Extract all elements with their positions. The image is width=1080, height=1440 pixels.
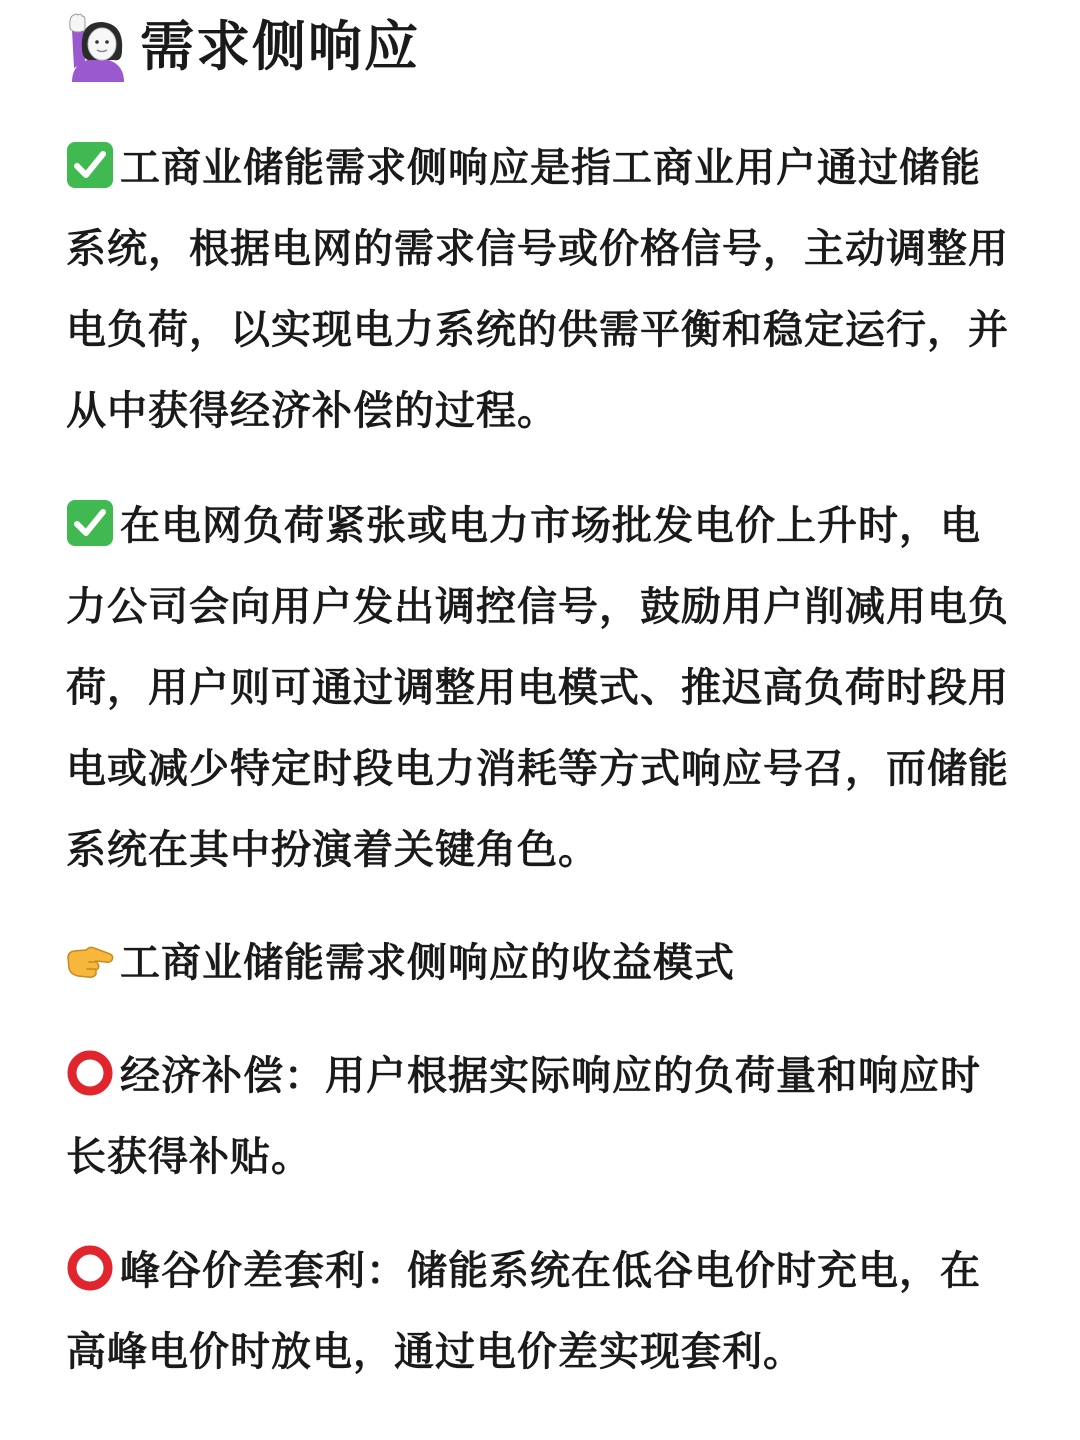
page-title: 需求侧响应	[140, 15, 420, 78]
paragraph-text: 在电网负荷紧张或电力市场批发电价上升时，电力公司会向用户发出调控信号，鼓励用户削减用电负荷，用户则可通过调整用电模式、推迟高负荷时段用电或减少特定时段电力消耗等方式响应号召，而储能系统在其中扮演着关键角色。	[66, 503, 1009, 873]
paragraph-peak-valley-arbitrage	[66, 1231, 1011, 1393]
pointing-right-hand-icon	[66, 936, 114, 984]
paragraph-text: 峰谷价差套利：储能系统在低谷电价时充电，在高峰电价时放电，通过电价差实现套利。	[66, 1248, 981, 1375]
section-heading-revenue-models	[66, 923, 1011, 1004]
paragraph-text: 工商业储能需求侧响应的收益模式	[120, 940, 735, 986]
paragraph-text: 经济补偿：用户根据实际响应的负荷量和响应时长获得补贴。	[66, 1053, 981, 1180]
paragraph-definition	[66, 128, 1011, 452]
check-mark-button-icon	[66, 499, 114, 547]
paragraph-mechanism	[66, 486, 1011, 891]
paragraph-economic-compensation	[66, 1036, 1011, 1198]
red-circle-icon	[66, 1244, 114, 1292]
title-row	[66, 10, 420, 84]
red-circle-icon	[66, 1049, 114, 1097]
check-mark-button-icon	[66, 141, 114, 189]
paragraph-text: 工商业储能需求侧响应是指工商业用户通过储能系统，根据电网的需求信号或价格信号，主动调整用电负荷，以实现电力系统的供需平衡和稳定运行，并从中获得经济补偿的过程。	[66, 145, 1009, 434]
woman-raising-hand-icon	[66, 12, 130, 82]
